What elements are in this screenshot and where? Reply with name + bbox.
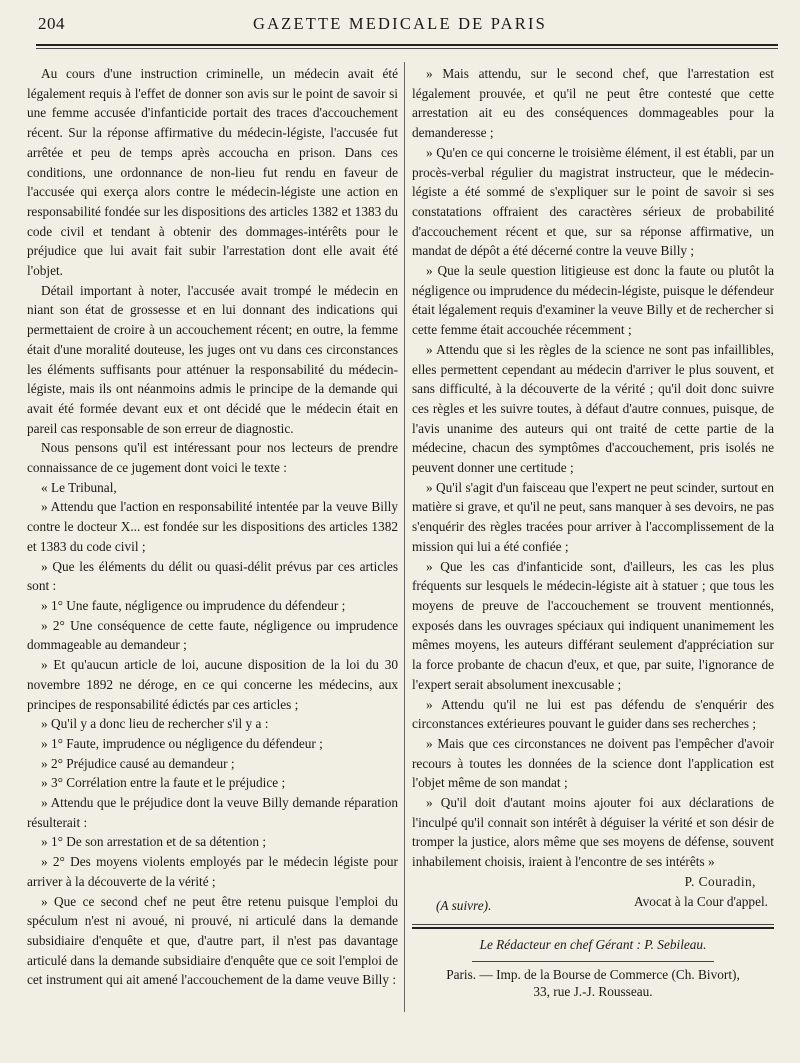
paragraph: » Attendu qu'il ne lui est pas défendu de s'enquérir des circonstances extérieures pouvant le guider dans ses recherches ;	[412, 696, 774, 732]
paragraph: » Et qu'aucun article de loi, aucune disposition de la loi du 30 novembre 1892 ne déroge, en ce qui concerne les médecins, aux principes de responsabilité édictés par ces articles ;	[27, 657, 398, 712]
paragraph: » Que les éléments du délit ou quasi-délit prévus par ces articles sont :	[27, 558, 398, 594]
paragraph: » 2° Préjudice causé au demandeur ;	[41, 755, 235, 771]
paragraph: » 2° Des moyens violents employés par le médecin légiste pour arriver à la découverte de la vérité ;	[27, 854, 398, 889]
paragraph: » 1° Faute, imprudence ou négligence du défendeur ;	[41, 735, 323, 751]
paragraph: Nous pensons qu'il est intéressant pour nos lecteurs de prendre connaissance de ce jugement dont voici le texte :	[27, 440, 398, 476]
signature-block	[412, 872, 774, 916]
paragraph: » Que ce second chef ne peut être retenu puisque l'emploi du spéculum n'est ni avoué, ni prouvé, ni articulé dans la demande subsidiaire d'enquête et que, d'autre part, il n'est pas davantage articulé dans la demande subsidiaire d'enquête que ce soit l'emploi de cet instrument qui ait amené l'accouchement de la dame veuve Billy :	[27, 893, 398, 988]
paragraph: » Que les cas d'infanticide sont, d'ailleurs, les cas les plus fréquents sur lesquels le médecin-légiste ait à statuer ; que tous les moyens de preuve de l'accouchement se trouvent mentionnés, exposés dans les ouvrages spéciaux qui indiquent unanimement les mêmes moyens, les auteurs différant seulement d'appréciation sur la force probante de chacun d'eux, et que, par suite, l'ignorance de l'expert serait absolument inexcusable ;	[412, 558, 774, 692]
paragraph: » Attendu que si les règles de la science ne sont pas infaillibles, elles permettent cependant au médecin d'arriver le plus souvent, et sans difficulté, à la découverte de la vérité ; qu'il doit donc suivre ces règles et les suivre toutes, à défaut d'autre connues, puisque, de l'avis unanime des auteurs qui ont traité de cette partie de la médecine, chacun des symptômes d'accouchement, pris isolés ne peuvent donner une certitude ;	[412, 341, 774, 476]
paragraph: » 1° Une faute, négligence ou imprudence du défendeur ;	[41, 597, 346, 613]
footer-rule	[412, 924, 774, 929]
paragraph: » Attendu que le préjudice dont la veuve Billy demande réparation résulterait :	[27, 795, 398, 830]
paragraph: » 2° Une conséquence de cette faute, négligence ou imprudence dommageable au demandeur ;	[27, 617, 398, 653]
paragraph: » Qu'il doit d'autant moins ajouter foi aux déclarations de l'inculpé qu'il connait son intérêt à déguiser la vérité et son désir de tromper la justice, alors même que ses moyens de défense, souvent inhabilement choisis, iraient à l'encontre de ses intérêts »	[412, 795, 774, 870]
paragraph: » Mais attendu, sur le second chef, que l'arrestation est légalement prouvée, et qu'il ne peut être contesté que cette arrestation ait eu des conséquences dommageables pour la demanderesse ;	[412, 66, 774, 141]
to-follow-note: (A suivre).	[436, 897, 492, 913]
page-number: 204	[38, 14, 65, 33]
paragraph: » Mais que ces circonstances ne doivent pas l'empêcher d'avoir recours à toutes les données de la science dont l'application est l'objet même de son mandat ;	[412, 735, 774, 791]
page-header	[0, 14, 800, 38]
paragraph: » Qu'en ce qui concerne le troisième élément, il est établi, par un procès-verbal régulier du magistrat instructeur, que le médecin-légiste a été sommé de s'expliquer sur le point de savoir si ses constatations offraient des caractères sérieux de probabilité d'accouchement récent et que, sur sa réponse affirmative, un mandat de dépôt a été décerné contre la veuve Billy ;	[412, 144, 774, 259]
paragraph: » Attendu que l'action en responsabilité intentée par la veuve Billy contre le docteur X... est fondée sur les dispositions des articles 1382 et 1383 du code civil ;	[27, 499, 398, 554]
left-column	[27, 64, 398, 990]
signature-name: P. Couradin,	[684, 873, 756, 889]
paragraph: « Le Tribunal,	[41, 479, 117, 495]
paragraph: » Qu'il s'agit d'un faisceau que l'expert ne peut scinder, surtout en matière si grave, et qu'il ne peut, sans manquer à ses devoirs, ne pas s'enquérir des règles tracées pour arriver à l'accomplissement de la mission qui lui a été confiée ;	[412, 479, 774, 554]
right-column	[412, 64, 774, 1000]
printer-line-2: 33, rue J.-J. Rousseau.	[533, 983, 653, 999]
paragraph: » 1° De son arrestation et de sa détention ;	[41, 834, 267, 850]
paragraph: Détail important à noter, l'accusée avait trompé le médecin en niant son état de grossesse et en lui donnant des indications qui permettaient de croire à un accouchement récent; en outre, la femme était d'une moralité douteuse, les juges ont vu dans ces circonstances les éléments suffisants pour atténuer la responsabilité du médecin-légiste, mais ils ont néanmoins admis le principe de la demande qui avait été formée devant eux et ont décidé que le médecin était en pareil cas responsable de son erreur de diagnostic.	[27, 282, 398, 436]
paragraph: » 3° Corrélation entre la faute et le préjudice ;	[41, 775, 286, 791]
editor-line: Le Rédacteur en chef Gérant : P. Sebileau.	[479, 936, 707, 952]
column-divider	[404, 62, 405, 1012]
signature-role: Avocat à la Cour d'appel.	[634, 893, 768, 909]
journal-title: GAZETTE MEDICALE DE PARIS	[252, 14, 548, 33]
paragraph: » Qu'il y a donc lieu de rechercher s'il y a :	[41, 716, 269, 732]
footer-thin-rule	[472, 961, 714, 962]
header-rule	[36, 44, 778, 49]
printer-line-1: Paris. — Imp. de la Bourse de Commerce (Ch. Bivort),	[446, 966, 740, 982]
printer-imprint	[412, 966, 774, 1000]
paragraph: » Que la seule question litigieuse est donc la faute ou plutôt la négligence ou imprudence du médecin-légiste, puisque le défendeur était légalement requis d'examiner la veuve Billy et de rechercher si cette femme était accouchée récemment ;	[412, 263, 774, 338]
paragraph: Au cours d'une instruction criminelle, un médecin avait été légalement requis à l'effet de donner son avis sur le point de savoir si une femme accusée d'infanticide portait des traces d'accouchement récent. Sur la réponse affirmative du médecin-légiste, l'accusée fut arrêtée et peu de temps après accoucha en prison. Dans ces conditions, une ordonnance de non-lieu fut rendu en faveur de l'accusée qui exerça alors contre le médecin-légiste une action en responsabilité fondée sur les dispositions des articles 1382 et 1383 du code civil et tendant à obtenir des dommages-intérêts pour le préjudice que lui avait fait subir l'arrestation dont elle avait été l'objet.	[27, 66, 398, 279]
